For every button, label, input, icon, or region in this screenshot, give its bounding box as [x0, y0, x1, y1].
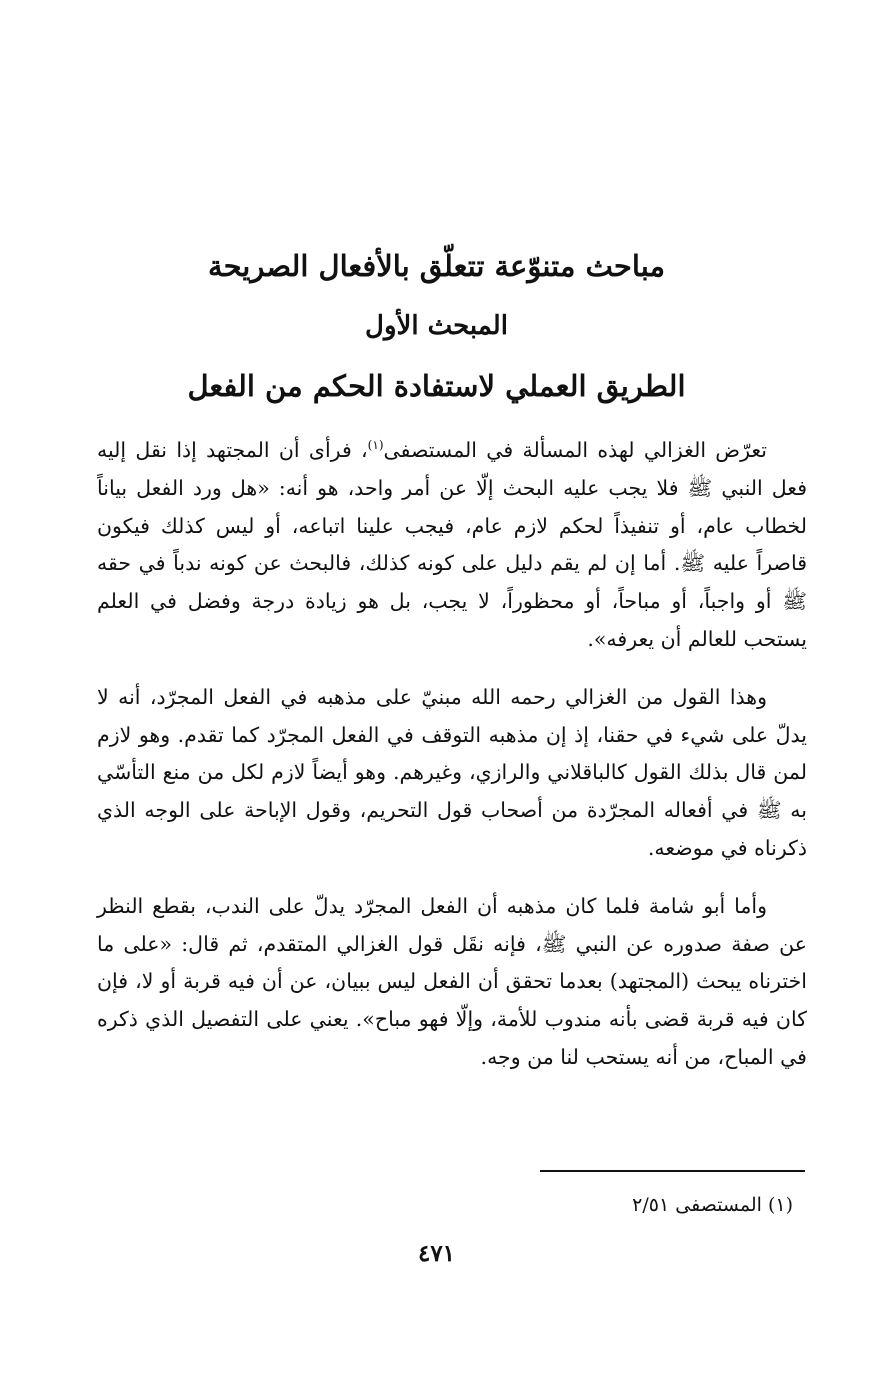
footnote-divider [540, 1170, 805, 1172]
paragraph-1-start: تعرّض الغزالي لهذه المسألة في المستصفى [383, 438, 767, 462]
footnote: (١) المستصفى ٢/٥١ [632, 1194, 793, 1216]
section-title: الطريق العملي لاستفادة الحكم من الفعل [187, 369, 686, 403]
paragraph-1-rest: ، فرأى أن المجتهد إذا نقل إليه فعل النبي ﷺ فلا يجب عليه البحث إلّا عن أمر واحد، هو أنه: «هل ورد الفعل بياناً لخطاب عام، أو تنفيذاً لحكم لازم عام، فيجب علينا اتباعه، أو ليس كذلك فيكون قاصراً عليه ﷺ. أما إن لم يقم دليل على كونه كذلك، فالبحث عن كونه ندباً في حقه ﷺ أو واجباً، أو مباحاً، أو محظوراً، لا يجب، بل هو زيادة درجة وفضل في العلم يستحب للعالم أن يعرفه». [97, 438, 807, 651]
paragraph-2: وهذا القول من الغزالي رحمه الله مبنيّ على مذهبه في الفعل المجرّد، أنه لا يدلّ على شيء في حقنا، إذ إن مذهبه التوقف في الفعل المجرّد كما تقدم. وهو لازم لمن قال بذلك القول كالباقلاني والرازي، وغيرهم. وهو أيضاً لازم لكل من منع التأسّي به ﷺ في أفعاله المجرّدة من أصحاب قول التحريم، وقول الإباحة على الوجه الذي ذكرناه في موضعه. [97, 684, 807, 860]
headings-block [0, 236, 873, 416]
section-label: المبحث الأول [365, 311, 508, 341]
paragraph-3: وأما أبو شامة فلما كان مذهبه أن الفعل المجرّد يدلّ على الندب، بقطع النظر عن صفة صدوره عن النبي ﷺ، فإنه نقَل قول الغزالي المتقدم، ثم قال: «على ما اخترناه يبحث (المجتهد) بعدما تحقق أن الفعل ليس ببيان، عن أن فيه قربة أو لا، فإن كان فيه قربة قضى بأنه مندوب للأمة، وإلّا فهو مباح». يعني على التفصيل الذي ذكره في المباح، من أنه يستحب لنا من وجه. [97, 893, 807, 1069]
footnote-reference: (١) [367, 438, 384, 453]
body-text [97, 432, 807, 1097]
main-title: مباحث متنوّعة تتعلّق بالأفعال الصريحة [208, 249, 665, 283]
paragraph-1 [97, 432, 807, 659]
page-number: ٤٧١ [417, 1240, 456, 1267]
